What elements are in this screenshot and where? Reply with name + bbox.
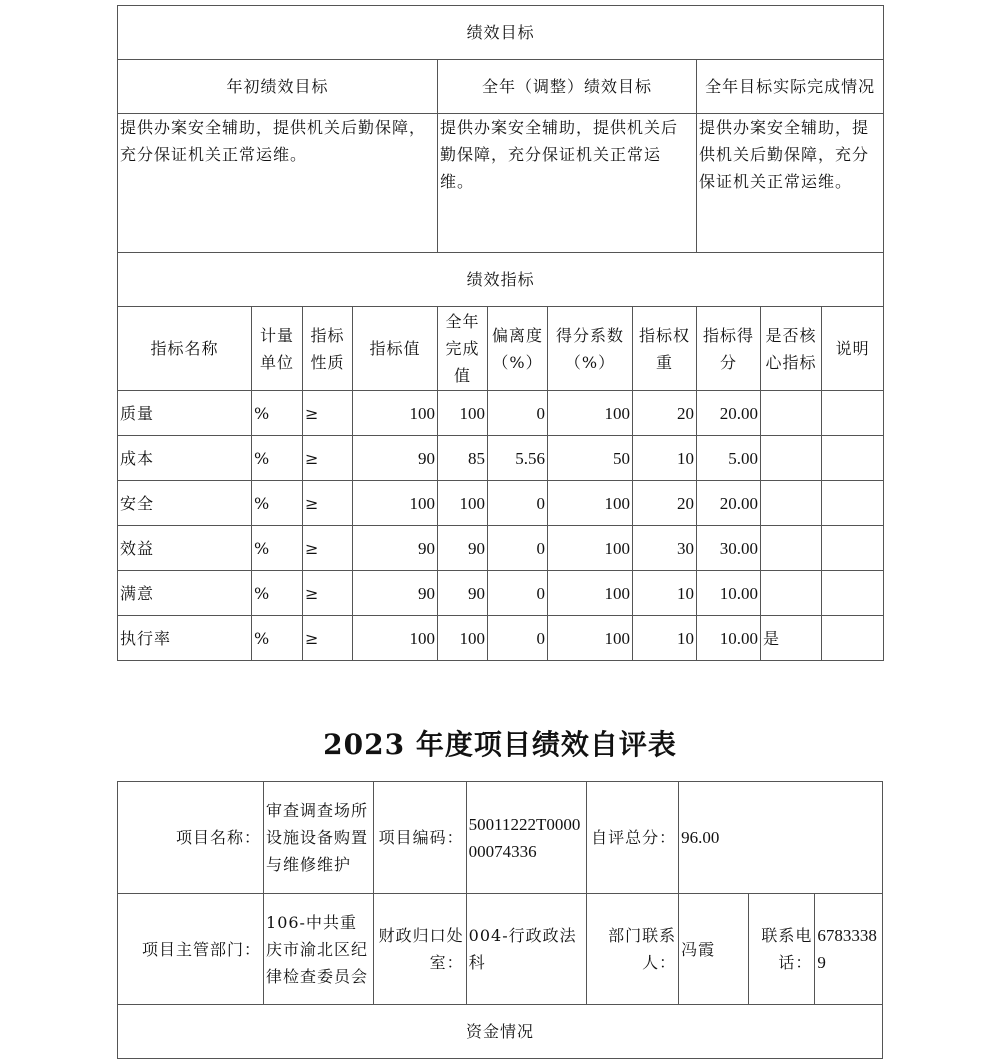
cell-deviation: 0 <box>488 571 548 616</box>
funds-header: 资金情况 <box>118 1005 883 1059</box>
finance: 004-行政政法科 <box>466 894 586 1005</box>
cell-indicator-name: 成本 <box>118 436 252 481</box>
dept-label: 项目主管部门： <box>118 894 264 1005</box>
self-score: 96.00 <box>679 782 883 894</box>
phone-label: 联系电话： <box>748 894 814 1005</box>
cell-indicator-name: 安全 <box>118 481 252 526</box>
cell-done: 90 <box>438 571 488 616</box>
cell-deviation: 0 <box>488 616 548 661</box>
cell-weight: 10 <box>633 436 697 481</box>
goal-col-adjusted: 全年（调整）绩效目标 <box>438 60 697 114</box>
col-value: 指标值 <box>353 307 438 391</box>
cell-coefficient: 100 <box>548 616 633 661</box>
cell-indicator-name: 质量 <box>118 391 252 436</box>
cell-score: 5.00 <box>697 436 761 481</box>
goal-text-initial: 提供办案安全辅助，提供机关后勤保障，充分保证机关正常运维。 <box>118 114 438 253</box>
col-core: 是否核心指标 <box>761 307 822 391</box>
col-score: 指标得分 <box>697 307 761 391</box>
cell-deviation: 5.56 <box>488 436 548 481</box>
cell-unit: % <box>252 436 303 481</box>
project-code: 50011222T000000074336 <box>466 782 586 894</box>
cell-unit: % <box>252 391 303 436</box>
col-unit: 计量单位 <box>252 307 303 391</box>
cell-core <box>761 436 822 481</box>
cell-weight: 20 <box>633 391 697 436</box>
cell-score: 10.00 <box>697 616 761 661</box>
cell-note <box>822 526 884 571</box>
page-title: 2023 年度项目绩效自评表 <box>323 728 677 761</box>
table-row <box>118 616 884 661</box>
cell-score: 20.00 <box>697 481 761 526</box>
cell-core <box>761 481 822 526</box>
table-row <box>118 391 884 436</box>
col-coefficient: 得分系数（%） <box>548 307 633 391</box>
cell-coefficient: 100 <box>548 571 633 616</box>
indicator-column-headers <box>118 307 884 391</box>
col-deviation: 偏离度（%） <box>488 307 548 391</box>
cell-note <box>822 391 884 436</box>
cell-weight: 20 <box>633 481 697 526</box>
cell-indicator-name: 满意 <box>118 571 252 616</box>
cell-deviation: 0 <box>488 526 548 571</box>
col-indicator-name: 指标名称 <box>118 307 252 391</box>
cell-core <box>761 526 822 571</box>
goal-col-initial: 年初绩效目标 <box>118 60 438 114</box>
cell-done: 85 <box>438 436 488 481</box>
cell-coefficient: 100 <box>548 391 633 436</box>
cell-unit: % <box>252 616 303 661</box>
contact: 冯霞 <box>679 894 749 1005</box>
cell-indicator-name: 执行率 <box>118 616 252 661</box>
col-note: 说明 <box>822 307 884 391</box>
table-row <box>118 481 884 526</box>
cell-coefficient: 100 <box>548 526 633 571</box>
project-info-table <box>117 781 883 1059</box>
goal-col-actual: 全年目标实际完成情况 <box>697 60 884 114</box>
contact-label: 部门联系人： <box>586 894 679 1005</box>
cell-note <box>822 616 884 661</box>
finance-label: 财政归口处室： <box>374 894 467 1005</box>
cell-value: 100 <box>353 616 438 661</box>
col-weight: 指标权重 <box>633 307 697 391</box>
cell-nature: ≥ <box>303 391 353 436</box>
cell-unit: % <box>252 481 303 526</box>
project-name: 审查调查场所设施设备购置与维修维护 <box>264 782 374 894</box>
project-code-label: 项目编码： <box>374 782 467 894</box>
goal-header: 绩效目标 <box>118 6 884 60</box>
cell-nature: ≥ <box>303 436 353 481</box>
cell-nature: ≥ <box>303 571 353 616</box>
col-done: 全年完成值 <box>438 307 488 391</box>
cell-value: 100 <box>353 391 438 436</box>
cell-value: 90 <box>353 571 438 616</box>
indicator-header: 绩效指标 <box>118 253 884 307</box>
dept: 106-中共重庆市渝北区纪律检查委员会 <box>264 894 374 1005</box>
cell-note <box>822 436 884 481</box>
cell-nature: ≥ <box>303 616 353 661</box>
cell-deviation: 0 <box>488 391 548 436</box>
cell-core <box>761 391 822 436</box>
self-score-label: 自评总分： <box>586 782 679 894</box>
performance-goals-table <box>117 5 884 661</box>
cell-unit: % <box>252 571 303 616</box>
cell-done: 90 <box>438 526 488 571</box>
cell-value: 90 <box>353 526 438 571</box>
table-row <box>118 436 884 481</box>
cell-core: 是 <box>761 616 822 661</box>
cell-value: 100 <box>353 481 438 526</box>
cell-nature: ≥ <box>303 481 353 526</box>
cell-score: 30.00 <box>697 526 761 571</box>
cell-coefficient: 50 <box>548 436 633 481</box>
cell-unit: % <box>252 526 303 571</box>
cell-core <box>761 571 822 616</box>
cell-score: 20.00 <box>697 391 761 436</box>
cell-note <box>822 571 884 616</box>
table-row <box>118 526 884 571</box>
phone: 67833389 <box>815 894 883 1005</box>
table-row <box>118 571 884 616</box>
goal-text-actual: 提供办案安全辅助，提供机关后勤保障，充分保证机关正常运维。 <box>697 114 884 253</box>
project-name-label: 项目名称： <box>118 782 264 894</box>
cell-weight: 10 <box>633 616 697 661</box>
cell-deviation: 0 <box>488 481 548 526</box>
cell-done: 100 <box>438 616 488 661</box>
cell-score: 10.00 <box>697 571 761 616</box>
cell-done: 100 <box>438 391 488 436</box>
goal-text-adjusted: 提供办案安全辅助，提供机关后勤保障，充分保证机关正常运维。 <box>438 114 697 253</box>
indicator-rows <box>118 391 884 661</box>
cell-indicator-name: 效益 <box>118 526 252 571</box>
cell-weight: 30 <box>633 526 697 571</box>
col-nature: 指标性质 <box>303 307 353 391</box>
cell-nature: ≥ <box>303 526 353 571</box>
cell-note <box>822 481 884 526</box>
cell-weight: 10 <box>633 571 697 616</box>
cell-value: 90 <box>353 436 438 481</box>
cell-coefficient: 100 <box>548 481 633 526</box>
cell-done: 100 <box>438 481 488 526</box>
